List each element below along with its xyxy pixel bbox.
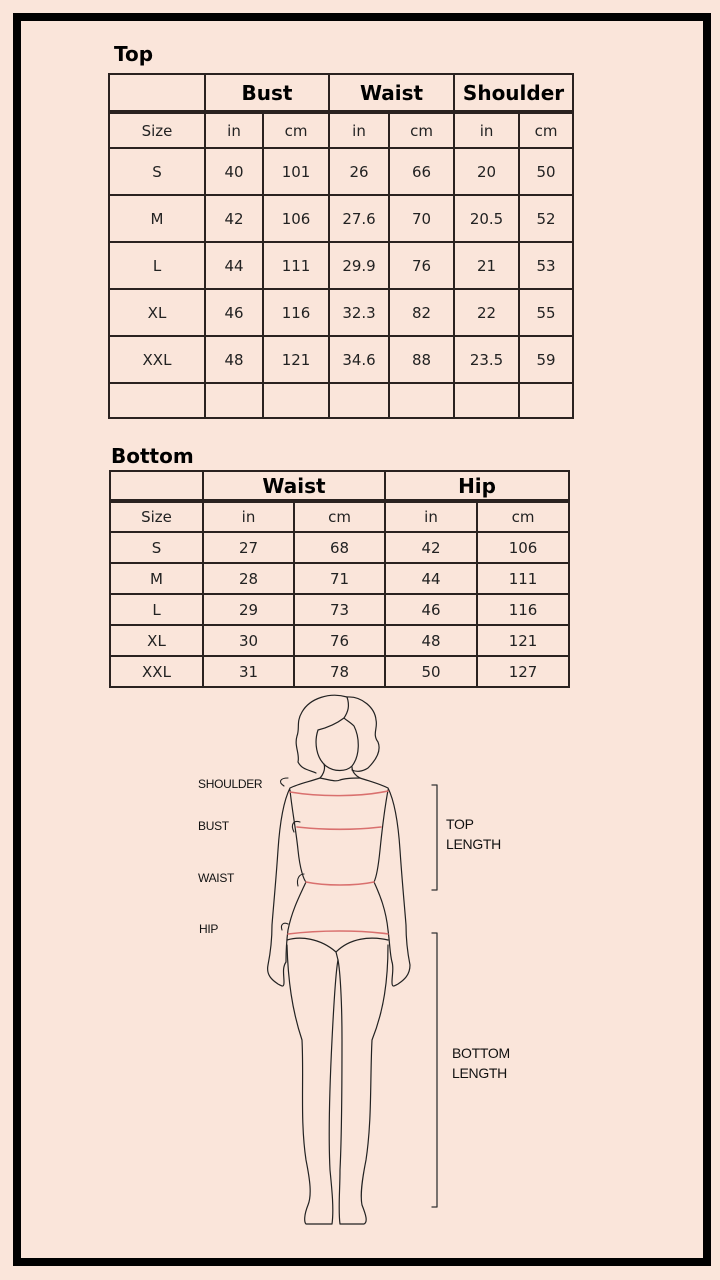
- bottom-length-line2: LENGTH: [452, 1065, 507, 1081]
- table-row: [109, 336, 573, 383]
- bottom-size-table: [109, 470, 570, 688]
- table-cell: [263, 383, 329, 418]
- top-size-table: [108, 73, 574, 419]
- table-cell: [329, 383, 389, 418]
- table-cell: 48: [385, 625, 477, 656]
- subheader-cell: cm: [263, 112, 329, 148]
- table-cell: 30: [203, 625, 294, 656]
- table-cell: 116: [477, 594, 569, 625]
- hip-measure-line: [288, 931, 388, 934]
- table-row: [109, 242, 573, 289]
- table-cell: 127: [477, 656, 569, 687]
- table-cell: 59: [519, 336, 573, 383]
- table-cell: 111: [263, 242, 329, 289]
- bottom-group-header-row: [110, 471, 569, 501]
- table-cell: 32.3: [329, 289, 389, 336]
- table-row: [109, 289, 573, 336]
- table-cell: [205, 383, 263, 418]
- table-cell: XL: [110, 625, 203, 656]
- table-row: [110, 532, 569, 563]
- table-cell: 101: [263, 148, 329, 195]
- top-subheader-row: [109, 112, 573, 148]
- group-waist: Waist: [203, 471, 385, 501]
- table-cell: 29: [203, 594, 294, 625]
- table-cell: 27.6: [329, 195, 389, 242]
- group-hip: Hip: [385, 471, 569, 501]
- bottom-length-label: [452, 1043, 510, 1083]
- waist-measure-line: [306, 882, 374, 885]
- table-cell: 27: [203, 532, 294, 563]
- subheader-cell: Size: [110, 501, 203, 532]
- table-cell: 106: [477, 532, 569, 563]
- subheader-cell: in: [205, 112, 263, 148]
- top-length-line2: LENGTH: [446, 836, 501, 852]
- table-cell: 46: [385, 594, 477, 625]
- table-cell: 82: [389, 289, 454, 336]
- table-cell: 68: [294, 532, 385, 563]
- shoulder-measure-line: [290, 791, 388, 796]
- bust-measure-line: [297, 827, 381, 829]
- table-cell: 121: [263, 336, 329, 383]
- table-cell: 76: [389, 242, 454, 289]
- table-cell: 76: [294, 625, 385, 656]
- table-cell: 116: [263, 289, 329, 336]
- subheader-cell: cm: [519, 112, 573, 148]
- table-row-empty: [109, 383, 573, 418]
- table-cell: [109, 383, 205, 418]
- subheader-cell: in: [203, 501, 294, 532]
- table-cell: 21: [454, 242, 519, 289]
- bottom-length-line1: BOTTOM: [452, 1045, 510, 1061]
- blank-header-cell: [110, 471, 203, 501]
- table-cell: 22: [454, 289, 519, 336]
- table-cell: 50: [385, 656, 477, 687]
- table-row: [109, 148, 573, 195]
- table-cell: 66: [389, 148, 454, 195]
- table-cell: 23.5: [454, 336, 519, 383]
- bottom-subheader-row: [110, 501, 569, 532]
- hip-label: HIP: [199, 922, 219, 936]
- table-cell: M: [110, 563, 203, 594]
- table-cell: 44: [385, 563, 477, 594]
- table-cell: XL: [109, 289, 205, 336]
- subheader-cell: in: [329, 112, 389, 148]
- table-cell: 44: [205, 242, 263, 289]
- top-length-line1: TOP: [446, 816, 474, 832]
- bottom-section-title: Bottom: [111, 444, 194, 468]
- body-measurement-figure: [190, 690, 520, 1235]
- table-cell: 20: [454, 148, 519, 195]
- table-cell: 29.9: [329, 242, 389, 289]
- subheader-cell: in: [454, 112, 519, 148]
- table-cell: L: [109, 242, 205, 289]
- table-cell: [519, 383, 573, 418]
- table-cell: 20.5: [454, 195, 519, 242]
- table-cell: 55: [519, 289, 573, 336]
- waist-label: WAIST: [198, 871, 235, 885]
- subheader-cell: Size: [109, 112, 205, 148]
- table-cell: 50: [519, 148, 573, 195]
- table-row: [110, 656, 569, 687]
- table-cell: 70: [389, 195, 454, 242]
- table-cell: 40: [205, 148, 263, 195]
- table-cell: 88: [389, 336, 454, 383]
- bust-label: BUST: [198, 819, 229, 833]
- table-cell: 42: [205, 195, 263, 242]
- table-row: [110, 563, 569, 594]
- table-cell: [454, 383, 519, 418]
- table-cell: 111: [477, 563, 569, 594]
- table-cell: 71: [294, 563, 385, 594]
- blank-header-cell: [109, 74, 205, 112]
- table-row: [109, 195, 573, 242]
- table-cell: M: [109, 195, 205, 242]
- table-cell: 31: [203, 656, 294, 687]
- table-cell: 42: [385, 532, 477, 563]
- table-cell: 26: [329, 148, 389, 195]
- table-cell: 73: [294, 594, 385, 625]
- table-cell: 46: [205, 289, 263, 336]
- subheader-cell: cm: [389, 112, 454, 148]
- table-cell: 52: [519, 195, 573, 242]
- table-cell: 78: [294, 656, 385, 687]
- subheader-cell: cm: [477, 501, 569, 532]
- table-cell: 121: [477, 625, 569, 656]
- table-row: [110, 625, 569, 656]
- table-cell: 34.6: [329, 336, 389, 383]
- table-cell: L: [110, 594, 203, 625]
- shoulder-label: SHOULDER: [198, 777, 263, 791]
- table-cell: 53: [519, 242, 573, 289]
- table-cell: XXL: [109, 336, 205, 383]
- subheader-cell: in: [385, 501, 477, 532]
- top-length-label: [446, 814, 501, 854]
- table-cell: 28: [203, 563, 294, 594]
- subheader-cell: cm: [294, 501, 385, 532]
- body-outline-icon: [190, 690, 520, 1235]
- group-waist: Waist: [329, 74, 454, 112]
- group-shoulder: Shoulder: [454, 74, 573, 112]
- top-section-title: Top: [114, 42, 154, 66]
- table-cell: [389, 383, 454, 418]
- table-cell: XXL: [110, 656, 203, 687]
- table-row: [110, 594, 569, 625]
- table-cell: 106: [263, 195, 329, 242]
- group-bust: Bust: [205, 74, 329, 112]
- table-cell: 48: [205, 336, 263, 383]
- top-group-header-row: [109, 74, 573, 112]
- table-cell: S: [109, 148, 205, 195]
- table-cell: S: [110, 532, 203, 563]
